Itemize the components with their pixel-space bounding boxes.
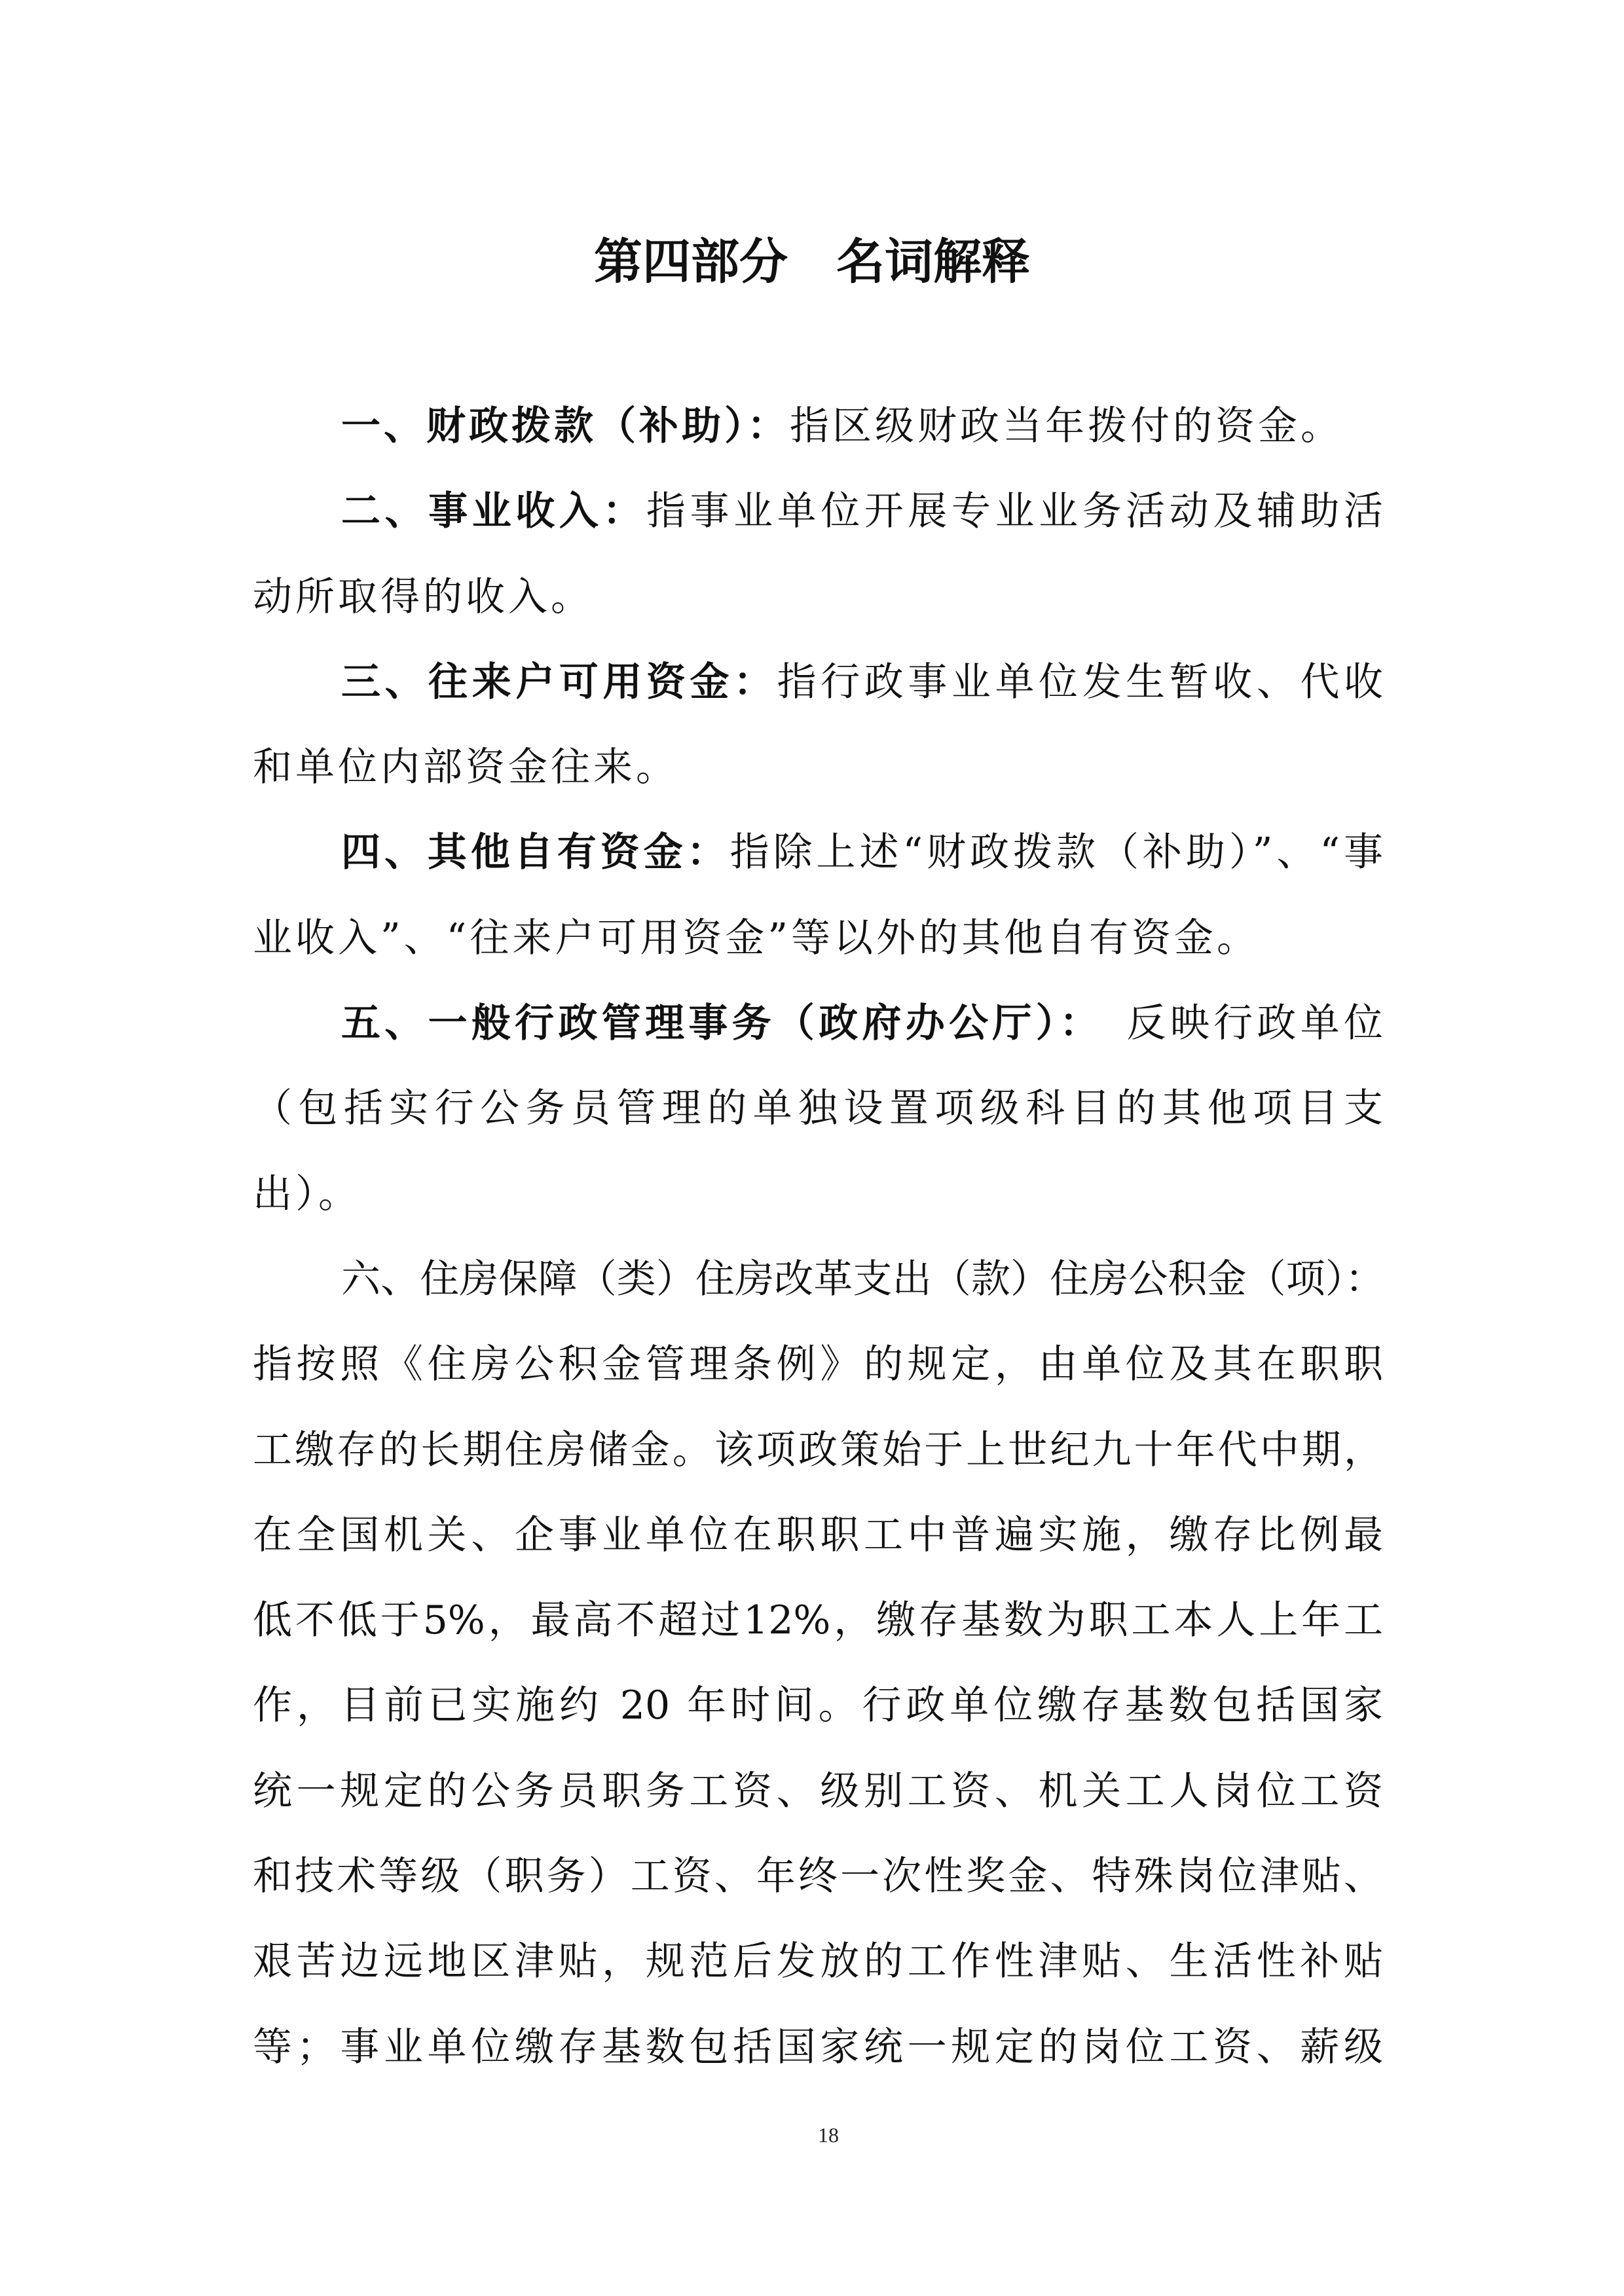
definition-3-line-1 xyxy=(341,640,1383,725)
definition-2-term: 二、事业收入： xyxy=(341,488,646,535)
definition-6-line-6: 作，目前已实施约 20 年时间。行政单位缴存基数包括国家 xyxy=(253,1683,1383,1729)
definition-6-line-8: 和技术等级（职务）工资、年终一次性奖金、特殊岗位津贴、 xyxy=(253,1853,1383,1900)
definition-6-line-9: 艰苦边远地区津贴，规范后发放的工作性津贴、生活性补贴 xyxy=(253,1939,1383,1985)
definition-3-line-2: 和单位内部资金往来。 xyxy=(253,744,678,791)
definition-4-line-1 xyxy=(341,810,1383,895)
definition-4-term: 四、其他自有资金： xyxy=(341,829,730,876)
definition-1-text: 指区级财政当年拨付的资金。 xyxy=(790,403,1343,449)
definition-2-text: 指事业单位开展专业业务活动及辅助活 xyxy=(646,488,1383,535)
definition-6-line-3: 工缴存的长期住房储金。该项政策始于上世纪九十年代中期， xyxy=(253,1427,1383,1473)
definition-5-term: 五、一般行政管理事务（政府办公厅）： xyxy=(341,1000,1084,1047)
definition-6-term: 六、住房保障（类）住房改革支出（款）住房公积金（项）： xyxy=(341,1256,1383,1302)
page-number: 18 xyxy=(818,2123,839,2147)
definition-6-line-7: 统一规定的公务员职务工资、级别工资、机关工人岗位工资 xyxy=(253,1768,1383,1814)
definition-6-line-5: 低不低于5%，最高不超过12%，缴存基数为职工本人上年工 xyxy=(253,1597,1383,1644)
definition-4-line-2: 业收入”、“往来户可用资金”等以外的其他自有资金。 xyxy=(253,915,1260,961)
definition-5-line-3: 出）。 xyxy=(253,1171,361,1217)
definition-6-line-1 xyxy=(341,1237,1383,1322)
definition-2-line-2: 动所取得的收入。 xyxy=(253,574,593,620)
definition-1-term: 一、财政拨款（补助）： xyxy=(341,403,790,449)
definition-6-line-4: 在全国机关、企事业单位在职职工中普遍实施，缴存比例最 xyxy=(253,1512,1383,1558)
definition-6-line-10: 等；事业单位缴存基数包括国家统一规定的岗位工资、薪级 xyxy=(253,2024,1383,2070)
definition-1-line-1 xyxy=(341,384,1383,469)
definition-3-term: 三、往来户可用资金： xyxy=(341,659,777,705)
page-title: 第四部分 名词解释 xyxy=(594,234,1030,290)
definition-3-text: 指行政事业单位发生暂收、代收 xyxy=(777,659,1383,705)
definition-5-line-1 xyxy=(341,981,1383,1066)
definitions-body xyxy=(253,384,1383,2090)
definition-2-line-1 xyxy=(341,469,1383,554)
definition-5-line-2: （包括实行公务员管理的单独设置项级科目的其他项目支 xyxy=(253,1085,1383,1132)
definition-6-line-2: 指按照《住房公积金管理条例》的规定，由单位及其在职职 xyxy=(253,1341,1383,1388)
definition-4-text: 指除上述“财政拨款（补助）”、“事 xyxy=(729,829,1383,876)
definition-5-text: 反映行政单位 xyxy=(1083,1000,1383,1047)
